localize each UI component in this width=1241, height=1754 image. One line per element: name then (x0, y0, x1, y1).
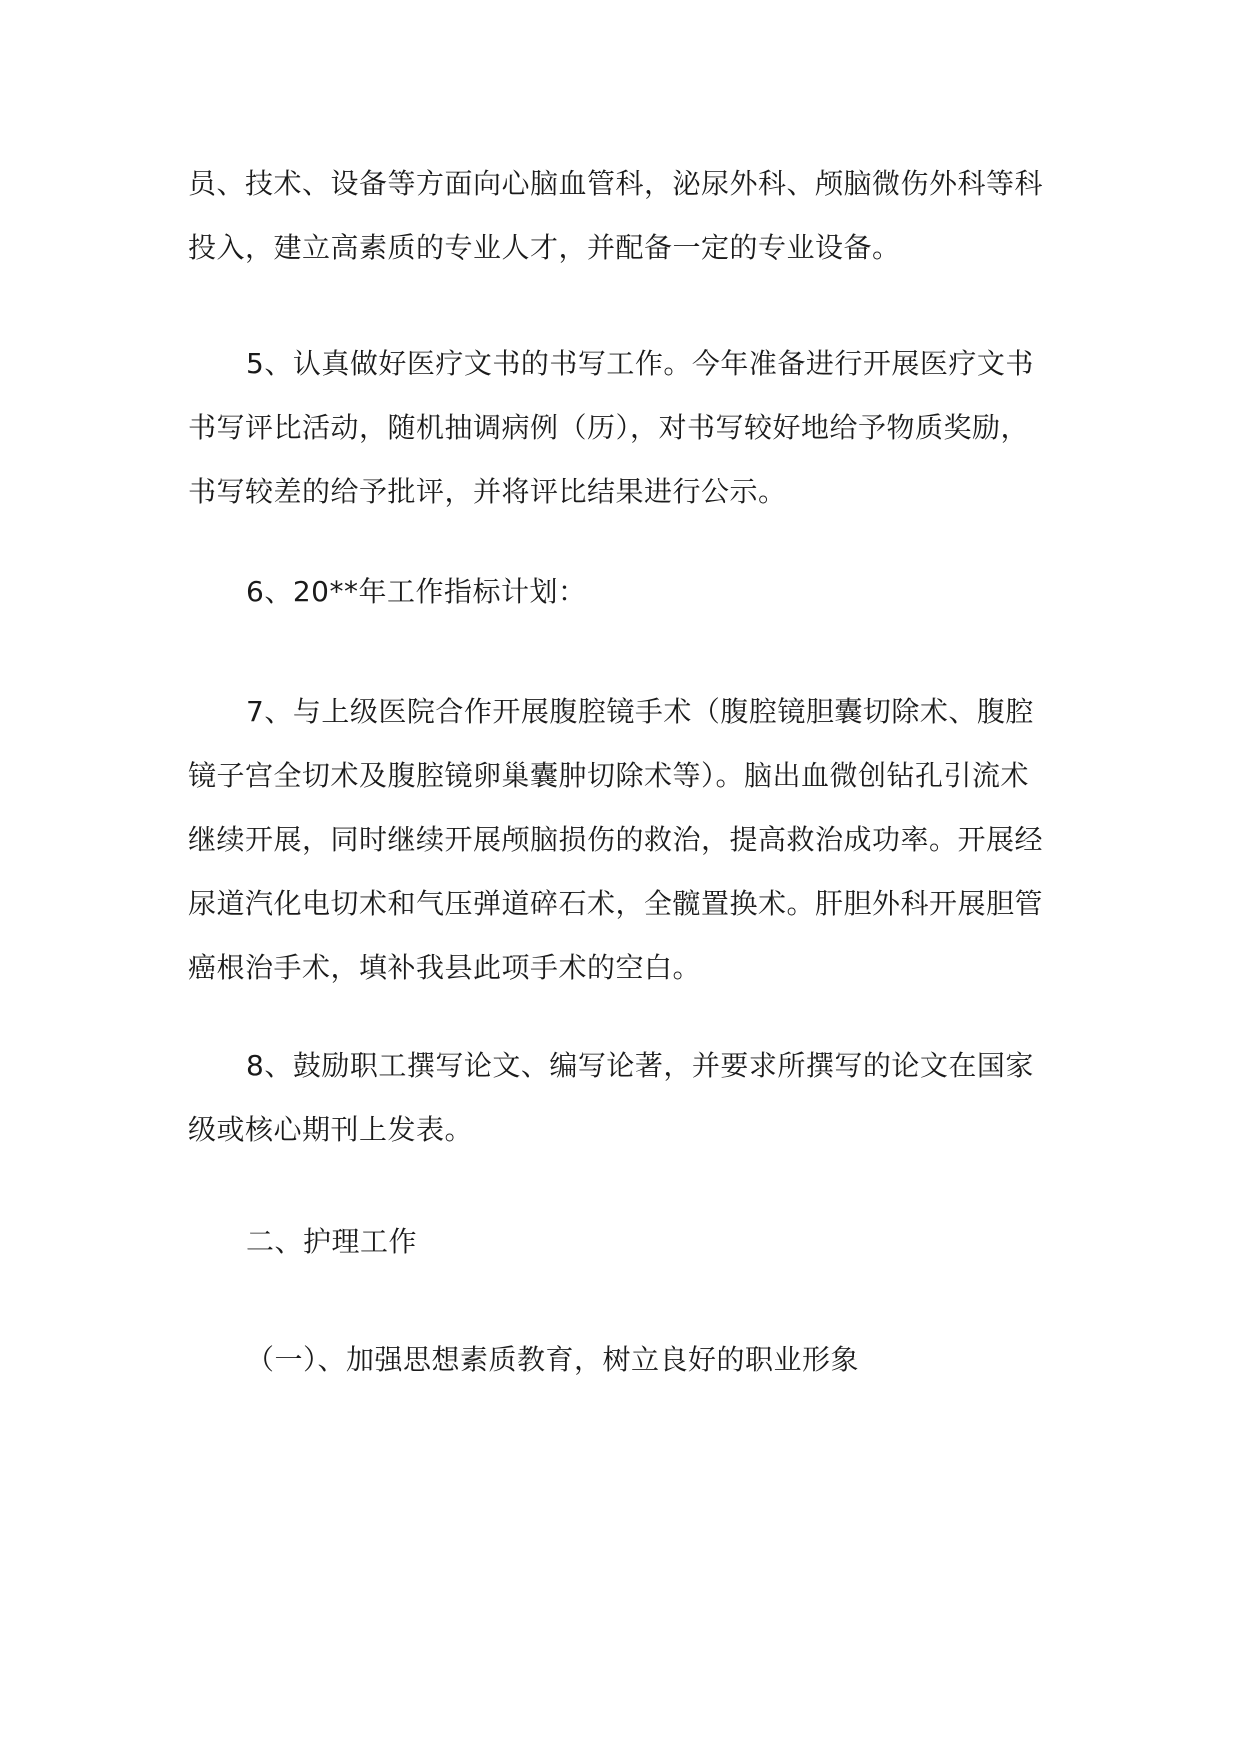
paragraph-line: 癌根治手术，填补我县此项手术的空白。 (188, 951, 702, 984)
paragraph-line: 书写评比活动，随机抽调病例（历），对书写较好地给予物质奖励， (188, 411, 1030, 444)
paragraph-line: 7、与上级医院合作开展腹腔镜手术（腹腔镜胆囊切除术、腹腔 (246, 695, 1034, 728)
paragraph-line: 6、20**年工作指标计划： (246, 575, 587, 608)
paragraph-line: 8、鼓励职工撰写论文、编写论著，并要求所撰写的论文在国家 (246, 1049, 1034, 1082)
paragraph-line: 继续开展，同时继续开展颅脑损伤的救治，提高救治成功率。开展经 (188, 823, 1044, 856)
heading-text: 二、护理工作 (246, 1225, 418, 1258)
paragraph-line: 尿道汽化电切术和气压弹道碎石术，全髋置换术。肝胆外科开展胆管 (188, 887, 1044, 920)
paragraph-staffing (188, 152, 1058, 280)
paragraph-line: 员、技术、设备等方面向心脑血管科，泌尿外科、颅脑微伤外科等科 (188, 167, 1044, 200)
section-heading (188, 1210, 1058, 1274)
paragraph-item-8 (188, 1034, 1058, 1162)
paragraph-line: 镜子宫全切术及腹腔镜卵巢囊肿切除术等）。脑出血微创钻孔引流术 (188, 759, 1030, 792)
subheading-text: （一）、加强思想素质教育，树立良好的职业形象 (246, 1343, 860, 1376)
subsection-heading (188, 1328, 1058, 1392)
paragraph-item-5 (188, 332, 1058, 524)
paragraph-line: 级或核心期刊上发表。 (188, 1113, 474, 1146)
paragraph-item-7 (188, 680, 1058, 1000)
paragraph-line: 书写较差的给予批评，并将评比结果进行公示。 (188, 475, 787, 508)
paragraph-line: 5、认真做好医疗文书的书写工作。今年准备进行开展医疗文书 (246, 347, 1034, 380)
paragraph-item-6 (188, 560, 1058, 624)
paragraph-line: 投入，建立高素质的专业人才，并配备一定的专业设备。 (188, 231, 901, 264)
